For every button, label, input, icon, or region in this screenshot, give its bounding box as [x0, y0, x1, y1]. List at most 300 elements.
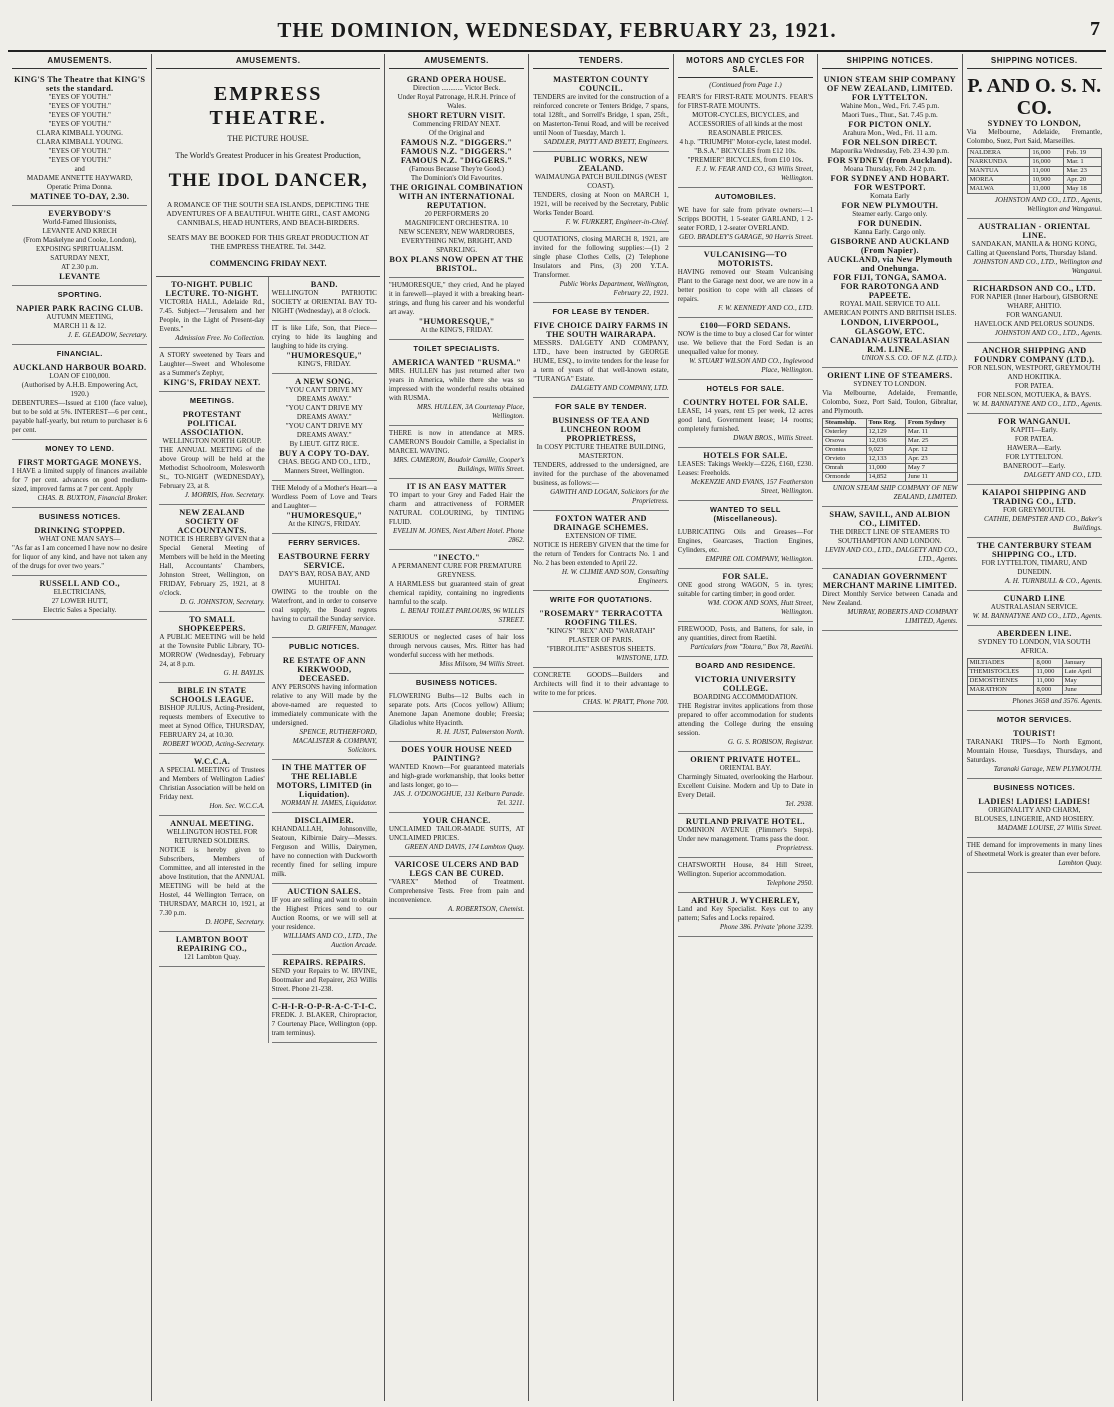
table-header: Steamship. [823, 419, 866, 428]
drinking-ad [12, 523, 147, 576]
section-heading: FINANCIAL. [56, 349, 103, 358]
table-cell: 8,000 [1034, 659, 1062, 668]
ad-heading: LADIES! LADIES! LADIES! [978, 797, 1091, 806]
ad-line: "EYES OF YOUTH." [48, 120, 111, 128]
ad-signature: SPENCE, RUTHERFORD, MACALISTER & COMPANY, Solicitors. [292, 728, 377, 754]
page-number: 7 [1090, 18, 1100, 40]
ad-line: "YOU CAN'T DRIVE MY DREAMS AWAY." [285, 386, 363, 403]
auction-ad [272, 884, 377, 955]
ad-heading: NAPIER PARK RACING CLUB. [16, 304, 144, 313]
quotations-ad [533, 232, 668, 303]
section-heading: TOILET SPECIALISTS. [413, 344, 500, 353]
ad-line: DAY'S BAY, ROSA BAY, AND MUHITAI. [278, 570, 370, 587]
ad-line: COMMENCING FRIDAY NEXT. [209, 259, 327, 268]
kirkwood-ad [272, 653, 377, 760]
ad-line: WELLINGTON HOSTEL FOR RETURNED SOLDIERS. [166, 828, 258, 845]
ad-line: FOR GREYMOUTH. [1002, 506, 1066, 514]
table-row [823, 446, 957, 455]
ad-body: WELLINGTON PATRIOTIC SOCIETY at ORIENTAL BAY TO-NIGHT (Wednesday), at 8 o'clock. [271, 289, 377, 315]
ad-body: DEBENTURES—Issued at £100 (face value), but to be sold at 5%. INTEREST—6 per cent., payable half-yearly, but return to purchaser is 6 per cent. [12, 399, 148, 434]
ad-body: FLOWERING Bulbs—12 Bulbs each in separate pots. Arts (Cocos yellow) Allium; Anemone Japan Anemone double; Freesia; Gladiolus white Hyacinth. [388, 692, 525, 727]
ad-line: SYDNEY TO LONDON. [853, 380, 927, 388]
column-subheading: (Continued from Page 1.) [709, 81, 782, 89]
ad-line: Komata Early [870, 192, 910, 200]
section-heading: MEETINGS. [189, 396, 235, 405]
ad-body: DOMINION AVENUE (Plimmer's Steps). Under new management. Trams pass the door. [677, 826, 814, 843]
sailing-table [967, 148, 1102, 194]
ad-body: ONE good strong WAGON, 5 in. tyres; suitable for carting timber; in good order. [677, 581, 814, 598]
ad-signature: MRS. CAMERON, Boudoir Camille, Cooper's Buildings, Willis Street. [393, 456, 525, 473]
ad-line: EXTENSION OF TIME. [565, 532, 637, 540]
sheetmetal-ad [967, 838, 1102, 873]
ad-heading: ABERDEEN LINE. [996, 629, 1072, 638]
table-cell: 9,023 [866, 446, 905, 455]
ad-line: "HUMORESQUE," [286, 351, 363, 360]
ad-heading: AUSTRALIAN - ORIENTAL LINE. [978, 222, 1091, 240]
ad-body: THERE is now in attendance at MRS. CAMERON'S Boudoir Camille, a Specialist in MARCEL WAVING. [388, 429, 525, 455]
ad-line: The Dominion's Old Favourites. [410, 174, 503, 182]
ad-signature: A. H. TURNBULL & CO., Agents. [1004, 577, 1102, 585]
table-cell: MALWA [967, 185, 1030, 194]
ad-line: "B.S.A." BICYCLES from £12 10s. [694, 147, 797, 155]
section-heading: BUSINESS NOTICES. [415, 678, 498, 687]
section-heading: FOR LEASE BY TENDER. [552, 307, 650, 316]
band-ad [272, 277, 377, 321]
ad-heading: £100—FORD SEDANS. [700, 321, 791, 330]
ad-signature: D. G. JOHNSTON, Secretary. [180, 598, 265, 606]
ad-heading: RUTLAND PRIVATE HOTEL. [685, 817, 805, 826]
ad-heading: IT IS AN EASY MATTER [406, 482, 507, 491]
ad-line: CLARA KIMBALL YOUNG. [36, 138, 123, 146]
aberdeen-ad [967, 626, 1102, 711]
table-cell: THEMISTOCLES [967, 668, 1034, 677]
ad-line: Kanna Early. Cargo only. [854, 228, 926, 236]
table-row [967, 686, 1101, 695]
shopkeepers-ad [159, 612, 264, 683]
table-cell: 11,000 [1034, 677, 1062, 686]
ad-signature: MURRAY, ROBERTS AND COMPANY LIMITED, Agents. [847, 608, 958, 625]
ad-line: FOR PATEA. [1014, 382, 1054, 390]
table-row [823, 473, 957, 482]
public-works-ad [533, 152, 668, 232]
ad-signature: H. W. CLIMIE AND SON, Consulting Engineers. [561, 568, 669, 585]
canadian-marine-ad [822, 569, 957, 631]
table-cell: Apr. 23 [905, 455, 957, 464]
ad-body: A PUBLIC MEETING will be held at the Townsite Public Library, TO-MORROW (Wednesday), February 24, at 8 p.m. [159, 633, 265, 668]
ad-line: THE PICTURE HOUSE. [227, 134, 309, 143]
ad-line: Arahura Mon., Wed., Fri. 11 a.m. [842, 129, 938, 137]
table-cell: DEMOSTHENES [967, 677, 1034, 686]
ad-body: "As far as I am concerned I have now no desire for liquor of any kind, and have not taken any of the drugs for over two years." [12, 544, 148, 570]
ad-line: "YOU CAN'T DRIVE MY DREAMS AWAY." [285, 422, 363, 439]
ad-signature: ROBERT WOOD, Acting-Secretary. [162, 740, 265, 748]
p-and-o-ad [967, 72, 1102, 219]
ad-body: THE Melody of a Mother's Heart—a Wordless Poem of Love and Tears and Laughter— [271, 484, 377, 510]
ad-line: MATINEE TO-DAY, 2.30. [30, 192, 130, 201]
table-header: From Sydney [905, 419, 957, 428]
firewood-ad [678, 622, 813, 657]
ad-line: ELECTRICIANS, [53, 588, 106, 596]
foxton-ad [533, 511, 668, 591]
ad-line: LOAN OF £100,000. [49, 372, 111, 380]
ad-heading: SHAW, SAVILL, AND ALBION CO., LIMITED. [829, 510, 951, 528]
orient-hotel-ad [678, 752, 813, 814]
table-cell: 16,000 [1030, 158, 1064, 167]
hair-loss-ad [389, 630, 524, 674]
ad-signature: Phones 3658 and 3576. Agents. [1012, 697, 1102, 705]
ad-body: THE ANNUAL MEETING of the above Group will be held at the Methodist Schoolroom, Molesworth St., TO-NIGHT (WEDNESDAY), February 23, at 8. [159, 446, 265, 490]
ad-heading: C-H-I-R-O-P-R-A-C-T-I-C. [271, 1002, 377, 1011]
column-tenders [529, 54, 673, 1401]
ad-body: BISHOP JULIUS, Acting-President, requests members of Executive to meet at Synod Office, THURSDAY, FEBRUARY 24, at 10.30. [159, 704, 265, 739]
ad-line: SANDAKAN, MANILA & HONG KONG, [971, 240, 1097, 248]
table-row [967, 659, 1101, 668]
ad-signature: Public Works Department, Wellington, February 22, 1921. [559, 280, 669, 297]
ad-signature: Admission Free. No Collection. [175, 334, 265, 342]
ad-line: BLOUSES, LINGERIE, AND HOSIERY. [974, 815, 1094, 823]
ad-line: ORIENTAL BAY. [719, 764, 772, 772]
ad-line: HAWERA—Early. [1007, 444, 1062, 452]
ad-signature: LEVIN AND CO., LTD., DALGETY AND CO., LTD., Agents. [825, 546, 958, 563]
ad-line: FOR SYDNEY (from Auckland). [827, 156, 953, 165]
ad-signature: JOHNSTON AND CO., LTD., Agents. [994, 329, 1102, 337]
cameron-ad [389, 426, 524, 479]
ad-body: TENDERS, closing at Noon on MARCH 1, 1921, will be received by the Secretary, Public Works Tender Board. [533, 191, 669, 217]
ad-line: Under Royal Patronage, H.R.H. Prince of Wales. [397, 93, 516, 110]
rusma-ad [389, 355, 524, 426]
ad-signature: DALGETY AND CO., LTD. [1023, 471, 1102, 479]
ad-body: LUBRICATING Oils and Greases—For Engines, Gearcases, Traction Engines, Cylinders, etc. [677, 528, 814, 554]
ad-body: HAVING removed our Steam Vulcanising Plant to the Garage next door, we are now in a better position to cope with all classes of repairs. [677, 268, 814, 303]
ad-line: FOR NELSON, MOTUEKA, & BAYS. [977, 391, 1091, 399]
ad-line: EXPOSING SPIRITUALISM. [35, 245, 124, 253]
table-header-row [823, 419, 957, 428]
story-ad [159, 348, 264, 392]
ad-signature: SADDLER, PAYTT AND BYETT, Engineers. [543, 138, 669, 146]
taranaki-ad [967, 726, 1102, 779]
ad-heading: BIBLE IN STATE SCHOOLS LEAGUE. [170, 686, 254, 704]
chiropractic-ad [272, 999, 377, 1043]
ad-line: FOR NEW PLYMOUTH. [841, 201, 939, 210]
ad-line: FAMOUS N.Z. "DIGGERS." [400, 147, 513, 156]
ad-heading: FIRST MORTGAGE MONEYS. [17, 458, 142, 467]
union-steam-ad [822, 72, 957, 368]
ad-body: A ROMANCE OF THE SOUTH SEA ISLANDS, DEPICTING THE ADVENTURES OF A BEAUTIFUL WHITE GIRL, CAST AMONG CANNIBALS, HEAD HUNTERS, AND BEACH-BIRDERS. [166, 200, 370, 227]
ad-line: FOR SYDNEY AND HOBART. [830, 174, 950, 183]
richardson-ad [967, 281, 1102, 343]
ad-line: ORIGINALITY AND CHARM, [988, 806, 1081, 814]
shaw-savill-ad [822, 507, 957, 569]
rutland-hotel-ad [678, 814, 813, 858]
ad-line: BOX PLANS NOW OPEN AT THE BRISTOL. [389, 255, 524, 273]
ad-line: FOR NELSON, WESTPORT, GREYMOUTH AND HOKITIKA. [968, 364, 1101, 381]
table-cell: NALDERA [967, 149, 1030, 158]
ad-line: FOR NELSON DIRECT. [842, 138, 938, 147]
ad-heading: MASTERTON COUNTY COUNCIL. [553, 75, 649, 93]
canterbury-ad [967, 538, 1102, 591]
anchor-shipping-ad [967, 343, 1102, 414]
ad-heading: KING'S The Theatre that KING'S sets the standard. [14, 75, 146, 93]
table-cell: Mar. 1 [1064, 158, 1102, 167]
ad-body: IF you are selling and want to obtain the Highest Prices send to our Auction Rooms, or we will sell at your residence. [271, 896, 377, 931]
ad-signature: JOHNSTON AND CO., LTD., Agents, Wellington and Wanganui. [994, 196, 1102, 213]
table-cell: Mar. 25 [905, 437, 957, 446]
ad-line: World-Famed Illusionists, [42, 218, 117, 226]
ad-line: FOR LYTTELTON. [1005, 453, 1063, 461]
wcca-ad [159, 754, 264, 816]
ad-line: WELLINGTON NORTH GROUP. [162, 437, 262, 445]
ad-heading: TO-NIGHT. PUBLIC LECTURE. TO-NIGHT. [165, 280, 259, 298]
column-heading: TENDERS. [533, 54, 668, 69]
reliable-motors-ad [272, 760, 377, 813]
section-heading: WRITE FOR QUOTATIONS. [549, 595, 653, 604]
ad-heading: LAMBTON BOOT REPAIRING CO., [175, 935, 249, 953]
ad-signature: Miss Milsom, 94 Willis Street. [439, 660, 525, 668]
ad-line: KING'S, FRIDAY. [297, 360, 351, 368]
table-row [967, 149, 1101, 158]
ad-line: MARCH 11 & 12. [53, 322, 106, 330]
ad-line: LEVANTE AND KRECH [42, 227, 117, 235]
ad-heading: AUCTION SALES. [287, 887, 362, 896]
ad-line: "KING'S" "REX" AND "WARATAH" PLASTER OF PARIS. [546, 627, 656, 644]
table-row [967, 158, 1101, 167]
ad-signature: WINSTONE, LTD. [615, 654, 669, 662]
table-cell: MILTIADES [967, 659, 1034, 668]
ad-line: "HUMORESQUE," [418, 317, 495, 326]
ad-heading: FOXTON WATER AND DRAINAGE SCHEMES. [553, 514, 649, 532]
ad-line: "EYES OF YOUTH." [48, 102, 111, 110]
ad-body: A SPECIAL MEETING of Trustees and Members of Wellington Ladies' Christian Association will be held on Friday next. [159, 766, 265, 801]
column-heading: AMUSEMENTS. [389, 54, 524, 69]
ad-heading: AMERICA WANTED "RUSMA." [392, 358, 522, 367]
ad-heading: YOUR CHANCE. [422, 816, 491, 825]
ad-line: "YOU CAN'T DRIVE MY DREAMS AWAY." [285, 404, 363, 421]
ad-line: ROYAL MAIL SERVICE TO ALL AMERICAN POINTS AND BRITISH ISLES. [823, 300, 957, 317]
ad-signature: MADAME LOUISE, 27 Willis Street. [997, 824, 1102, 832]
ad-line: KAPITI—Early. [1010, 426, 1058, 434]
tinting-ad [389, 479, 524, 550]
ad-body: LEASES: Takings Weekly—£226, £160, £230. Leases: Freeholds. [677, 460, 814, 477]
table-cell: MARATHON [967, 686, 1034, 695]
ad-line: CANADIAN-AUSTRALASIAN R.M. LINE. [830, 336, 950, 354]
table-cell: Omrah [823, 464, 866, 473]
ad-line: "EYES OF YOUTH." [48, 111, 111, 119]
ad-heading: "ROSEMARY" TERRACOTTA ROOFING TILES. [539, 609, 663, 627]
ad-line: BUY A COPY TO-DAY. [279, 449, 370, 458]
ad-body: NOTICE is hereby given to Subscribers, Members of Committee, and all interested in the above Institution, that the ANNUAL MEETING will be held at the Hostel, 44 Wellington Terrace, on THURSDAY, MARCH 10, 1921, at 7.30 p.m. [159, 846, 265, 917]
ad-line: 121 Lambton Quay. [183, 953, 241, 961]
humoresque-ad [272, 321, 377, 374]
wycherley-ad [678, 893, 813, 937]
ad-heading: ANCHOR SHIPPING AND FOUNDRY COMPANY (LTD.). [974, 346, 1095, 364]
ad-body: NOTICE IS HEREBY GIVEN that the time for the return of Tenders for Contracts No. 1 and No. 2 has been extended to April 22. [533, 541, 669, 567]
ad-line: AUSTRALASIAN SERVICE. [990, 603, 1078, 611]
ad-line: 20 PERFORMERS 20 [424, 210, 489, 218]
section-heading: FERRY SERVICES. [288, 538, 361, 547]
ad-body: IT is like Life, Son, that Piece—crying to hide its laughing and laughing to hide its crying. [271, 324, 377, 350]
ad-line: CHAS. BEGG AND CO., LTD., Manners Street, Wellington. [278, 458, 371, 475]
center-right [269, 277, 380, 1043]
ad-line: Direction ............ Victor Beck. [412, 84, 501, 92]
table-row [967, 668, 1101, 677]
table-cell: Apr. 12 [905, 446, 957, 455]
ad-heading: FOR WANGANUI. [998, 417, 1071, 426]
ad-line: FOR WANGANUI. [1006, 311, 1063, 319]
ad-signature: JAS. J. O'DONOGHUE, 131 Kelburn Parade. Tel. 3211. [392, 790, 525, 807]
ad-line: "PREMIER" BICYCLES, from £10 10s. [687, 156, 804, 164]
section-heading: SPORTING. [57, 290, 102, 299]
table-cell: Mar. 23 [1064, 167, 1102, 176]
sailing-table [822, 418, 957, 482]
ad-line: By LIEUT. GITZ RICE. [289, 440, 359, 448]
ad-body: TARANAKI TRIPS—To North Egmont, Mountain House, Tuesdays, Thursdays, and Saturdays. [966, 738, 1102, 764]
ad-body: TENDERS, addressed to the undersigned, are invited for the purchase of the abovenamed business, as follows:— [533, 461, 669, 487]
ad-signature: GEO. BRADLEY'S GARAGE, 90 Harris Street. [679, 233, 814, 241]
column-amusements-left [8, 54, 152, 1401]
table-cell: Osterley [823, 428, 866, 437]
table-cell: 11,000 [1030, 167, 1064, 176]
ad-heading: VICTORIA UNIVERSITY COLLEGE. [694, 675, 797, 693]
orient-line-ad [822, 368, 957, 507]
ad-line: LEVANTE [59, 272, 101, 281]
ad-signature: G. G. S. ROBISON, Registrar. [727, 738, 814, 746]
ad-signature: WILLIAMS AND CO., LTD., The Auction Arcade. [282, 932, 377, 949]
ad-body: Calling at Queensland Ports, Thursday Island. [966, 249, 1098, 257]
ad-line: WHAT ONE MAN SAYS— [39, 535, 121, 543]
ad-line: MADAME ANNETTE HAYWARD, [26, 174, 133, 182]
ad-line: AUTUMN MEETING, [46, 313, 114, 321]
dairy-farms-ad [533, 318, 668, 398]
vulcanising-ad [678, 247, 813, 318]
ad-signature: Hon. Sec. W.C.C.A. [209, 802, 265, 810]
ad-line: AT 2.30 p.m. [61, 263, 99, 271]
column-heading: SHIPPING NOTICES. [822, 54, 957, 69]
oils-ad [678, 525, 813, 569]
table-cell: Feb. 19 [1064, 149, 1102, 158]
ad-heading: ANNUAL MEETING. [170, 819, 254, 828]
ad-body: Land and Key Specialist. Keys cut to any pattern; Safes and Locks repaired. [677, 905, 814, 922]
ad-line: FOR DUNEDIN. [857, 219, 922, 228]
ad-line: Commencing FRIDAY NEXT. [412, 120, 501, 128]
ad-body: Charmingly Situated, overlooking the Harbour. Excellent Cuisine. Modern and Up to Date in Every Detail. [677, 773, 814, 799]
ad-heading: UNION STEAM SHIP COMPANY OF NEW ZEALAND, LIMITED. [823, 75, 956, 93]
table-cell: Late April [1062, 668, 1101, 677]
ad-line: "HUMORESQUE," [286, 511, 363, 520]
ad-body: CHATSWORTH House, 84 Hill Street, Wellington. Superior accommodation. [677, 861, 814, 878]
painting-ad [389, 742, 524, 813]
ad-body: A HARMLESS but guaranteed stain of great chemical rapidity, containing no ingredients harmful to the scalp. [388, 580, 525, 606]
column-motors [674, 54, 818, 1401]
ad-line: FOR NAPIER (Inner Harbour), GISBORNE WHARF, AHITIO. [970, 293, 1098, 310]
ad-signature: G. H. BAYLIS. [223, 669, 265, 677]
table-row [823, 464, 957, 473]
ad-line: NEW SCENERY, NEW WARDROBES, EVERYTHING NEW, BRIGHT, AND SPARKLING. [398, 228, 515, 254]
table-cell: May 7 [905, 464, 957, 473]
ad-line: At the KING'S, FRIDAY. [420, 326, 493, 334]
concrete-ad [533, 668, 668, 712]
ad-signature: Telephone 2950. [766, 879, 814, 887]
column-heading: SHIPPING NOTICES. [967, 54, 1102, 69]
ad-body: TO impart to your Grey and Faded Hair the charm and attractiveness of FORMER NATURAL COLOURING, by TINTING FLUID. [388, 491, 525, 526]
ad-body: FREDK. J. BLAKER, Chiropractor, 7 Courtenay Place, Wellington (opp. tram terminus). [271, 1011, 377, 1037]
ad-heading: BUSINESS OF TEA AND LUNCHEON ROOM PROPRIETRESS, [552, 416, 650, 443]
section-heading: MOTOR SERVICES. [996, 715, 1072, 724]
ladies-ad [967, 794, 1102, 838]
ad-signature: W. M. BANNATYNE AND CO., LTD., Agents. [972, 400, 1102, 408]
ad-line: SATURDAY NEXT, [50, 254, 110, 262]
ad-line: The World's Greatest Producer in his Greatest Production, [175, 151, 361, 160]
ad-heading: DOES YOUR HOUSE NEED PAINTING? [401, 745, 513, 763]
repairs-ad [272, 955, 377, 999]
masterton-ad [533, 72, 668, 152]
ad-body: CONCRETE GOODS—Builders and Architects will find it to their advantage to write to me for prices. [533, 671, 669, 697]
column-heading: AMUSEMENTS. [12, 54, 147, 69]
victoria-college-ad [678, 672, 813, 752]
section-heading: FOR SALE BY TENDER. [555, 402, 647, 411]
ad-body: I HAVE a limited supply of finances available for 7 per cent. advances on good medium-sized, improved farms at 7 per cent. Apply [12, 467, 148, 493]
lambton-boot-ad [159, 932, 264, 967]
column-amusements-right [385, 54, 529, 1401]
column-shipping-left [818, 54, 962, 1401]
ad-body: NOW is the time to buy a closed Car for winter use. We believe that the Ford Sedan is an unequalled value for money. [677, 330, 814, 356]
section-heading: WANTED TO SELL (Miscellaneous). [710, 505, 781, 523]
ad-line: Of the Original and [428, 129, 485, 137]
table-cell: 12,036 [866, 437, 905, 446]
ad-signature: F. W. FURKERT, Engineer-in-Chief. [565, 218, 669, 226]
ad-line: FOR LYTTELTON. [851, 93, 928, 102]
ad-line: "EYES OF YOUTH." [48, 147, 111, 155]
table-cell: 11,000 [1030, 185, 1064, 194]
ad-signature: MRS. HULLEN, 3A Courtenay Place, Wellington. [417, 403, 525, 420]
table-row [823, 428, 957, 437]
ad-line: "EYES OF YOUTH." [48, 156, 111, 164]
table-row [823, 437, 957, 446]
ad-signature: CATHIE, DEMPSTER AND CO., Baker's Buildings. [984, 515, 1102, 532]
ad-line: SYDNEY TO LONDON, [987, 119, 1081, 128]
ad-line: Steamer early. Cargo only. [852, 210, 928, 218]
accountants-ad [159, 505, 264, 612]
ad-heading: TOURIST! [1013, 729, 1056, 738]
table-row [967, 185, 1101, 194]
ad-signature: EVELIN M. JONES, Next Albert Hotel. Phone 2862. [393, 527, 525, 544]
ad-body: KHANDALLAH, Johnsonville, Seatoun, Kilbirnie Dairy—Messrs. Ferguson and Willis, Dairymen, have no connection with Duckworth recently fined for selling impure milk. [271, 825, 377, 878]
table-row [967, 677, 1101, 686]
ad-signature: JOHNSTON AND CO., LTD., Wellington and Wanganui. [972, 258, 1102, 275]
ad-line: FAMOUS N.Z. "DIGGERS." [400, 156, 513, 165]
ad-body: WANTED Known—For guaranteed materials and high-grade workmanship, that looks better and lasts longer, go to— [388, 763, 525, 789]
ad-heading: W.C.C.A. [193, 757, 231, 766]
ad-signature: NORMAN H. JAMES, Liquidator. [281, 799, 377, 807]
ad-body: SERIOUS or neglected cases of hair loss through nervous causes, Mrs. Ritter has had wonderful success with her methods. [388, 633, 525, 659]
ad-line: BANEROOT—Early. [1003, 462, 1066, 470]
kaiapoi-ad [967, 485, 1102, 538]
suits-ad [389, 813, 524, 857]
ad-line: FOR FIJI, TONGA, SAMOA. [833, 273, 947, 282]
ad-heading: HOTELS FOR SALE. [703, 451, 788, 460]
ad-heading: FOR SALE. [722, 572, 769, 581]
hotels-sale-ad [678, 448, 813, 501]
ad-heading: EVERYBODY'S [48, 209, 112, 218]
table-row [967, 176, 1101, 185]
rosemary-tiles-ad [533, 606, 668, 668]
ad-heading: BAND. [310, 280, 338, 289]
table-cell: 12,129 [866, 428, 905, 437]
table-cell: Orontes [823, 446, 866, 455]
ad-line: KING'S, FRIDAY NEXT. [163, 378, 261, 387]
everybodys-ad [12, 206, 147, 286]
ad-heading: RUSSELL AND CO., [39, 579, 120, 588]
ad-signature: D. HOPE, Secretary. [205, 918, 265, 926]
